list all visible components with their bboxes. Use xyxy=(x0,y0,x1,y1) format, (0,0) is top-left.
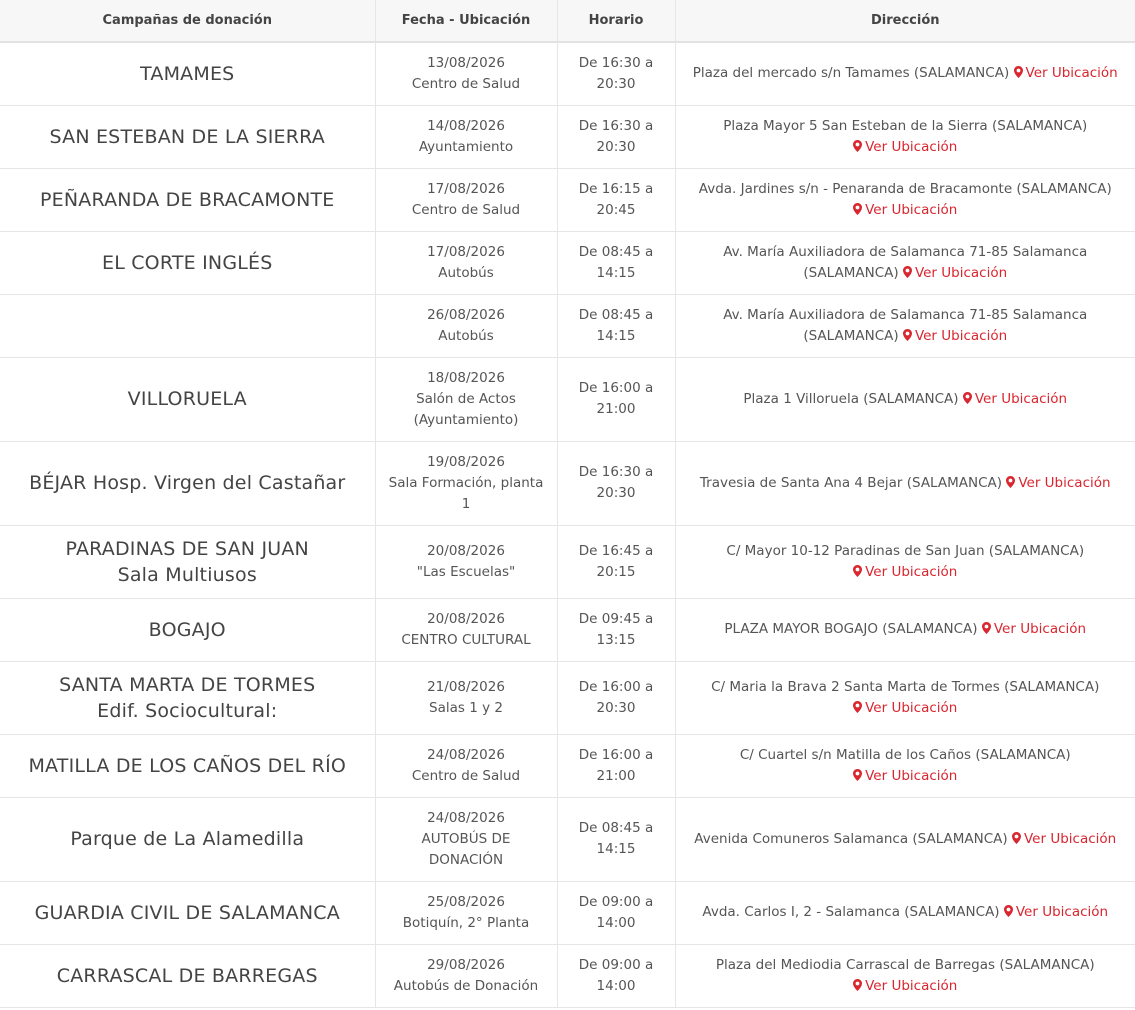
address-text: Avenida Comuneros Salamanca (SALAMANCA) xyxy=(694,830,1008,847)
campaign-name: BÉJAR Hosp. Virgen del Castañar xyxy=(29,472,346,494)
header-schedule: Horario xyxy=(557,0,675,42)
schedule-text: 14:15 xyxy=(596,327,636,344)
date-location-cell xyxy=(375,734,557,797)
address-cell xyxy=(675,734,1135,797)
address-cell xyxy=(675,598,1135,661)
view-location-label: Ver Ubicación xyxy=(865,699,958,716)
address-cell xyxy=(675,105,1135,168)
campaign-name: SANTA MARTA DE TORMES xyxy=(59,673,316,696)
schedule-text: 14:00 xyxy=(596,914,636,931)
campaign-date: 18/08/2026 xyxy=(427,369,505,386)
address-cell xyxy=(675,661,1135,734)
campaign-place: "Las Escuelas" xyxy=(416,563,516,580)
view-location-label: Ver Ubicación xyxy=(1025,65,1118,82)
date-location-cell xyxy=(375,797,557,881)
table-row xyxy=(0,42,1135,105)
campaign-name: TAMAMES xyxy=(140,62,235,85)
campaign-date: 20/08/2026 xyxy=(427,610,505,627)
address-text: Plaza 1 Villoruela (SALAMANCA) xyxy=(743,390,959,407)
campaign-place: CENTRO CULTURAL xyxy=(401,631,531,648)
view-location-label: Ver Ubicación xyxy=(1015,904,1109,920)
schedule-cell xyxy=(557,797,675,881)
campaign-place: Sala Formación, planta 1 xyxy=(388,474,544,512)
campaign-date: 14/08/2026 xyxy=(427,117,505,134)
schedule-text: 20:15 xyxy=(596,563,636,580)
campaign-name: PEÑARANDA DE BRACAMONTE xyxy=(40,188,335,211)
campaign-name-cell xyxy=(0,357,375,441)
schedule-cell xyxy=(557,881,675,944)
schedule-cell xyxy=(557,661,675,734)
view-location-label: Ver Ubicación xyxy=(993,621,1087,637)
campaign-name-cell xyxy=(0,944,375,1007)
schedule-text: 21:00 xyxy=(596,767,636,784)
view-location-link[interactable] xyxy=(903,265,1007,281)
campaign-name-cell xyxy=(0,168,375,231)
schedule-text: De 16:00 a xyxy=(578,746,654,763)
table-row xyxy=(0,944,1135,1007)
address-text: C/ Mayor 10-12 Paradinas de San Juan (SALAMANCA) xyxy=(726,542,1085,559)
date-location-cell xyxy=(375,441,557,525)
table-body xyxy=(0,42,1135,1007)
table-row xyxy=(0,598,1135,661)
map-marker-icon xyxy=(853,565,862,577)
date-location-cell xyxy=(375,598,557,661)
schedule-text: 21:00 xyxy=(596,401,636,417)
schedule-text: De 08:45 a xyxy=(578,243,654,260)
view-location-label: Ver Ubicación xyxy=(865,563,958,580)
campaign-name: PARADINAS DE SAN JUAN xyxy=(65,537,309,560)
map-marker-icon xyxy=(963,392,972,404)
schedule-text: 20:30 xyxy=(596,485,636,501)
date-location-cell xyxy=(375,357,557,441)
view-location-label: Ver Ubicación xyxy=(865,977,958,994)
schedule-text: De 09:00 a xyxy=(578,893,654,910)
header-address: Dirección xyxy=(675,0,1135,42)
campaign-date: 21/08/2026 xyxy=(427,678,505,695)
map-marker-icon xyxy=(853,769,862,781)
date-location-cell xyxy=(375,42,557,105)
view-location-link[interactable] xyxy=(853,202,957,218)
address-cell xyxy=(675,231,1135,294)
schedule-text: 14:00 xyxy=(596,977,636,994)
schedule-cell xyxy=(557,441,675,525)
map-marker-icon xyxy=(982,622,991,634)
campaign-date: 26/08/2026 xyxy=(427,306,505,323)
campaign-place: Centro de Salud xyxy=(411,767,521,784)
table-row xyxy=(0,231,1135,294)
schedule-text: 20:30 xyxy=(596,138,636,155)
campaign-name-cell xyxy=(0,42,375,105)
campaign-name: BOGAJO xyxy=(148,618,226,641)
campaign-place: AUTOBÚS DE DONACIÓN xyxy=(421,830,511,868)
view-location-link[interactable] xyxy=(963,391,1067,407)
view-location-label: Ver Ubicación xyxy=(914,264,1008,281)
date-location-cell xyxy=(375,881,557,944)
address-cell xyxy=(675,294,1135,357)
campaign-place: Salas 1 y 2 xyxy=(429,699,503,716)
campaign-name: SAN ESTEBAN DE LA SIERRA xyxy=(49,125,325,148)
view-location-link[interactable] xyxy=(1012,831,1116,847)
map-marker-icon xyxy=(1004,905,1013,917)
schedule-text: De 09:45 a xyxy=(578,610,654,627)
schedule-cell xyxy=(557,105,675,168)
campaign-name: Parque de La Alamedilla xyxy=(70,828,305,850)
table-row xyxy=(0,294,1135,357)
table-header-row xyxy=(0,0,1135,42)
header-date-location: Fecha - Ubicación xyxy=(375,0,557,42)
campaign-date: 17/08/2026 xyxy=(427,243,505,260)
schedule-text: De 16:30 a xyxy=(578,54,654,71)
table-row xyxy=(0,105,1135,168)
view-location-link[interactable] xyxy=(853,978,957,994)
campaign-place: Salón de Actos (Ayuntamiento) xyxy=(413,390,519,428)
address-cell xyxy=(675,168,1135,231)
map-marker-icon xyxy=(853,203,862,215)
campaign-name: VILLORUELA xyxy=(127,388,247,410)
address-text: C/ Maria la Brava 2 Santa Marta de Tormes (SALAMANCA) xyxy=(711,678,1100,695)
date-location-cell xyxy=(375,168,557,231)
campaign-place: Centro de Salud xyxy=(411,201,521,218)
schedule-text: De 16:45 a xyxy=(578,542,654,559)
table-row xyxy=(0,661,1135,734)
map-marker-icon xyxy=(1006,476,1015,488)
campaign-place: Autobús xyxy=(438,327,494,344)
campaign-name-cell xyxy=(0,881,375,944)
view-location-link[interactable] xyxy=(853,768,957,784)
header-campaign: Campañas de donación xyxy=(0,0,375,42)
campaign-name-cell xyxy=(0,734,375,797)
view-location-link[interactable] xyxy=(853,700,957,716)
view-location-label: Ver Ubicación xyxy=(974,390,1068,407)
table-row xyxy=(0,797,1135,881)
table-row xyxy=(0,525,1135,598)
campaign-name-cell xyxy=(0,598,375,661)
schedule-cell xyxy=(557,168,675,231)
map-marker-icon xyxy=(1012,832,1021,844)
view-location-label: Ver Ubicación xyxy=(865,138,958,155)
address-cell xyxy=(675,944,1135,1007)
schedule-text: De 08:45 a xyxy=(578,820,654,836)
campaign-place: Ayuntamiento xyxy=(418,138,514,155)
address-text: PLAZA MAYOR BOGAJO (SALAMANCA) xyxy=(724,621,978,637)
campaign-name-cell xyxy=(0,797,375,881)
view-location-link[interactable] xyxy=(1004,904,1108,920)
campaign-place: Centro de Salud xyxy=(411,75,521,92)
schedule-text: De 16:30 a xyxy=(578,464,654,480)
schedule-cell xyxy=(557,42,675,105)
campaign-date: 24/08/2026 xyxy=(427,809,505,826)
address-cell xyxy=(675,441,1135,525)
date-location-cell xyxy=(375,105,557,168)
address-text: Plaza del Mediodia Carrascal de Barregas (SALAMANCA) xyxy=(715,956,1095,973)
campaign-name: Sala Multiusos xyxy=(117,563,257,586)
view-location-link[interactable] xyxy=(982,621,1086,637)
schedule-text: 20:30 xyxy=(596,75,636,92)
view-location-label: Ver Ubicación xyxy=(1023,830,1117,847)
campaign-date: 25/08/2026 xyxy=(427,893,505,910)
address-text: Av. María Auxiliadora de Salamanca 71-85 Salamanca (SALAMANCA) xyxy=(723,243,1088,281)
campaign-date: 17/08/2026 xyxy=(427,180,505,197)
address-cell xyxy=(675,797,1135,881)
campaign-place: Autobús de Donación xyxy=(393,977,539,994)
campaign-place: Botiquín, 2° Planta xyxy=(402,914,530,931)
schedule-text: De 16:00 a xyxy=(578,678,654,695)
schedule-cell xyxy=(557,294,675,357)
campaign-date: 29/08/2026 xyxy=(427,956,505,973)
map-marker-icon xyxy=(1014,66,1023,78)
map-marker-icon xyxy=(903,266,912,278)
campaign-date: 19/08/2026 xyxy=(427,453,505,470)
date-location-cell xyxy=(375,525,557,598)
date-location-cell xyxy=(375,294,557,357)
date-location-cell xyxy=(375,661,557,734)
schedule-cell xyxy=(557,944,675,1007)
address-cell xyxy=(675,357,1135,441)
map-marker-icon xyxy=(853,140,862,152)
campaign-name-cell xyxy=(0,661,375,734)
campaign-name: Edif. Sociocultural: xyxy=(97,699,278,722)
view-location-link[interactable] xyxy=(1006,475,1110,491)
table-row xyxy=(0,734,1135,797)
campaign-name-cell xyxy=(0,105,375,168)
schedule-cell xyxy=(557,357,675,441)
campaign-date: 24/08/2026 xyxy=(427,746,505,763)
address-text: Avda. Jardines s/n - Penaranda de Bracamonte (SALAMANCA) xyxy=(698,180,1112,197)
address-text: Avda. Carlos I, 2 - Salamanca (SALAMANCA) xyxy=(702,904,1000,920)
view-location-label: Ver Ubicación xyxy=(865,201,958,218)
address-cell xyxy=(675,881,1135,944)
campaign-name-cell xyxy=(0,525,375,598)
address-text: Plaza del mercado s/n Tamames (SALAMANCA) xyxy=(692,65,1010,82)
schedule-text: 20:45 xyxy=(596,201,636,218)
view-location-label: Ver Ubicación xyxy=(1018,474,1111,491)
campaign-name-cell xyxy=(0,231,375,294)
schedule-text: 20:30 xyxy=(596,699,636,716)
map-marker-icon xyxy=(853,701,862,713)
address-cell xyxy=(675,525,1135,598)
map-marker-icon xyxy=(903,329,912,341)
address-text: Av. María Auxiliadora de Salamanca 71-85 Salamanca (SALAMANCA) xyxy=(723,306,1088,344)
view-location-label: Ver Ubicación xyxy=(865,767,958,784)
campaign-name: GUARDIA CIVIL DE SALAMANCA xyxy=(34,901,340,924)
schedule-cell xyxy=(557,525,675,598)
view-location-link[interactable] xyxy=(903,328,1007,344)
campaign-name: MATILLA DE LOS CAÑOS DEL RÍO xyxy=(28,754,347,777)
campaign-name: EL CORTE INGLÉS xyxy=(101,251,273,274)
schedule-cell xyxy=(557,231,675,294)
address-text: Plaza Mayor 5 San Esteban de la Sierra (SALAMANCA) xyxy=(723,117,1088,134)
campaign-name: CARRASCAL DE BARREGAS xyxy=(56,964,318,987)
schedule-text: 14:15 xyxy=(596,841,636,857)
address-text: Travesia de Santa Ana 4 Bejar (SALAMANCA) xyxy=(699,474,1003,491)
date-location-cell xyxy=(375,944,557,1007)
schedule-text: De 08:45 a xyxy=(578,306,654,323)
schedule-text: De 16:30 a xyxy=(578,117,654,134)
view-location-link[interactable] xyxy=(853,564,957,580)
schedule-cell xyxy=(557,598,675,661)
schedule-text: De 16:00 a xyxy=(578,380,654,396)
address-text: C/ Cuartel s/n Matilla de los Caños (SALAMANCA) xyxy=(739,746,1071,763)
table-row xyxy=(0,881,1135,944)
campaign-name-cell xyxy=(0,441,375,525)
table-row xyxy=(0,441,1135,525)
campaign-place: Autobús xyxy=(438,264,494,281)
view-location-label: Ver Ubicación xyxy=(914,327,1008,344)
campaign-date: 13/08/2026 xyxy=(427,54,505,71)
address-cell xyxy=(675,42,1135,105)
table-row xyxy=(0,357,1135,441)
schedule-cell xyxy=(557,734,675,797)
schedule-text: De 09:00 a xyxy=(578,956,654,973)
date-location-cell xyxy=(375,231,557,294)
map-marker-icon xyxy=(853,979,862,991)
view-location-link[interactable] xyxy=(853,139,957,155)
schedule-text: De 16:15 a xyxy=(578,180,654,197)
schedule-text: 14:15 xyxy=(596,264,636,281)
view-location-link[interactable] xyxy=(1014,65,1118,81)
campaign-name-cell xyxy=(0,294,375,357)
table-row xyxy=(0,168,1135,231)
campaign-date: 20/08/2026 xyxy=(427,542,505,559)
schedule-text: 13:15 xyxy=(596,631,636,648)
